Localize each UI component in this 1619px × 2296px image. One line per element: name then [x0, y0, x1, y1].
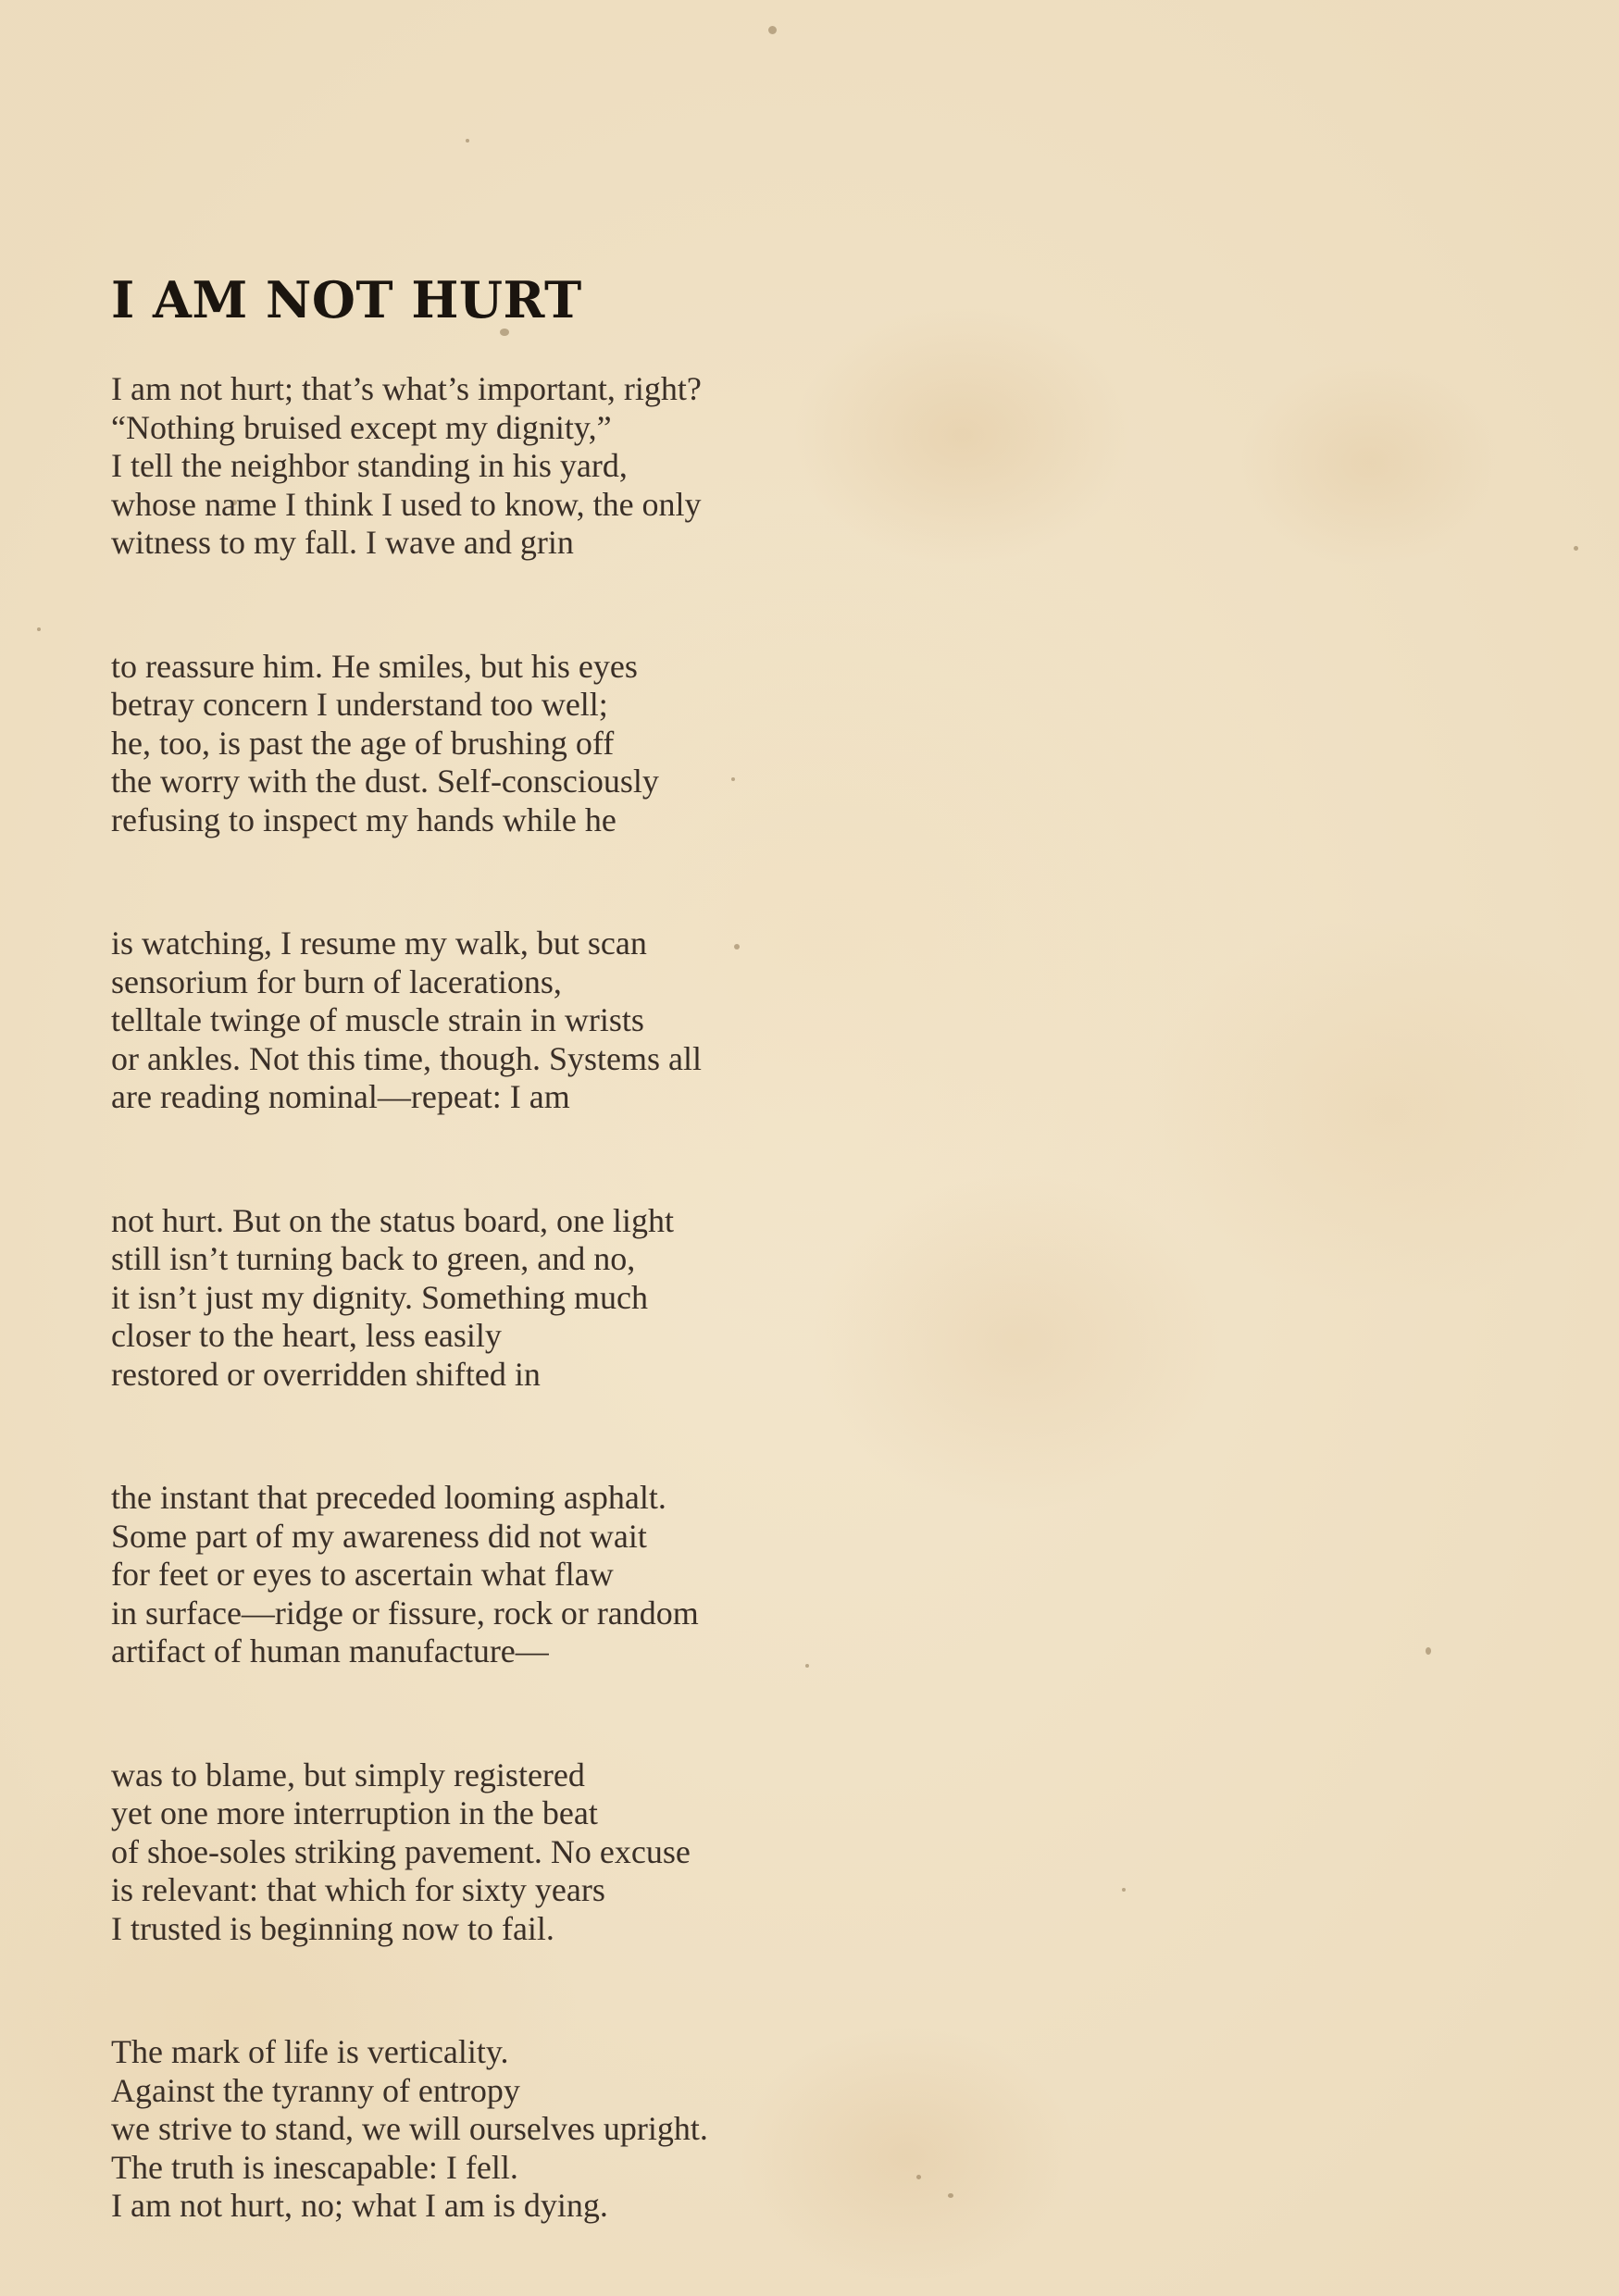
stanza — [111, 648, 1129, 840]
stanza — [111, 1479, 1129, 1671]
poem-title: I AM NOT HURT — [111, 270, 582, 329]
poem-line: whose name I think I used to know, the only — [111, 485, 702, 523]
paper-speck — [466, 139, 469, 143]
poem-line: are reading nominal—repeat: I am — [111, 1078, 570, 1115]
poem-line: still isn’t turning back to green, and no, — [111, 1240, 636, 1277]
poem-line: restored or overridden shifted in — [111, 1355, 541, 1393]
paper-speck — [37, 627, 41, 631]
poem-line: I am not hurt; that’s what’s important, right? — [111, 370, 702, 407]
poem-line: sensorium for burn of lacerations, — [111, 962, 562, 1000]
poem-line: refusing to inspect my hands while he — [111, 800, 616, 838]
stanza — [111, 1202, 1129, 1395]
poem-line: it isn’t just my dignity. Something much — [111, 1278, 649, 1316]
poem-line: Some part of my awareness did not wait — [111, 1517, 647, 1555]
poem-line: for feet or eyes to ascertain what flaw — [111, 1556, 614, 1593]
paper-speck — [768, 26, 777, 34]
poem-line: is watching, I resume my walk, but scan — [111, 925, 647, 962]
poem-line: we strive to stand, we will ourselves upright. — [111, 2110, 708, 2147]
poem-line: I tell the neighbor standing in his yard, — [111, 447, 628, 484]
poem-body — [111, 370, 1129, 2226]
poem-line: witness to my fall. I wave and grin — [111, 524, 574, 561]
poem-line: or ankles. Not this time, though. Systems all — [111, 1039, 702, 1077]
poem-line: I am not hurt, no; what I am is dying. — [111, 2187, 608, 2224]
stanza — [111, 1756, 1129, 1949]
stanza — [111, 370, 1129, 563]
paper-speck — [1574, 546, 1578, 551]
poem-line: betray concern I understand too well; — [111, 686, 608, 723]
poem-line: I trusted is beginning now to fail. — [111, 1909, 554, 1947]
poem-line: yet one more interruption in the beat — [111, 1794, 598, 1831]
poem-line: of shoe-soles striking pavement. No excuse — [111, 1832, 691, 1870]
poem-line: the instant that preceded looming asphalt. — [111, 1479, 666, 1516]
poem-line: The truth is inescapable: I fell. — [111, 2148, 518, 2186]
poem-line: The mark of life is verticality. — [111, 2033, 509, 2070]
poem-line: artifact of human manufacture— — [111, 1632, 549, 1669]
poem-line: was to blame, but simply registered — [111, 1756, 585, 1793]
paper-speck — [1426, 1647, 1431, 1655]
poem-line: telltale twinge of muscle strain in wrists — [111, 1001, 644, 1038]
paper-speck — [500, 329, 509, 336]
poem-line: Against the tyranny of entropy — [111, 2071, 520, 2109]
poem-line: in surface—ridge or fissure, rock or random — [111, 1594, 699, 1632]
poem-line: “Nothing bruised except my dignity,” — [111, 408, 612, 446]
poem-line: closer to the heart, less easily — [111, 1317, 502, 1354]
poem-line: not hurt. But on the status board, one light — [111, 1201, 674, 1239]
stanza — [111, 925, 1129, 1117]
poem-line: he, too, is past the age of brushing off — [111, 724, 615, 762]
stanza — [111, 2033, 1129, 2226]
poem-line: the worry with the dust. Self-consciously — [111, 763, 659, 800]
poem-line: is relevant: that which for sixty years — [111, 1871, 605, 1908]
poem-line: to reassure him. He smiles, but his eyes — [111, 647, 638, 685]
